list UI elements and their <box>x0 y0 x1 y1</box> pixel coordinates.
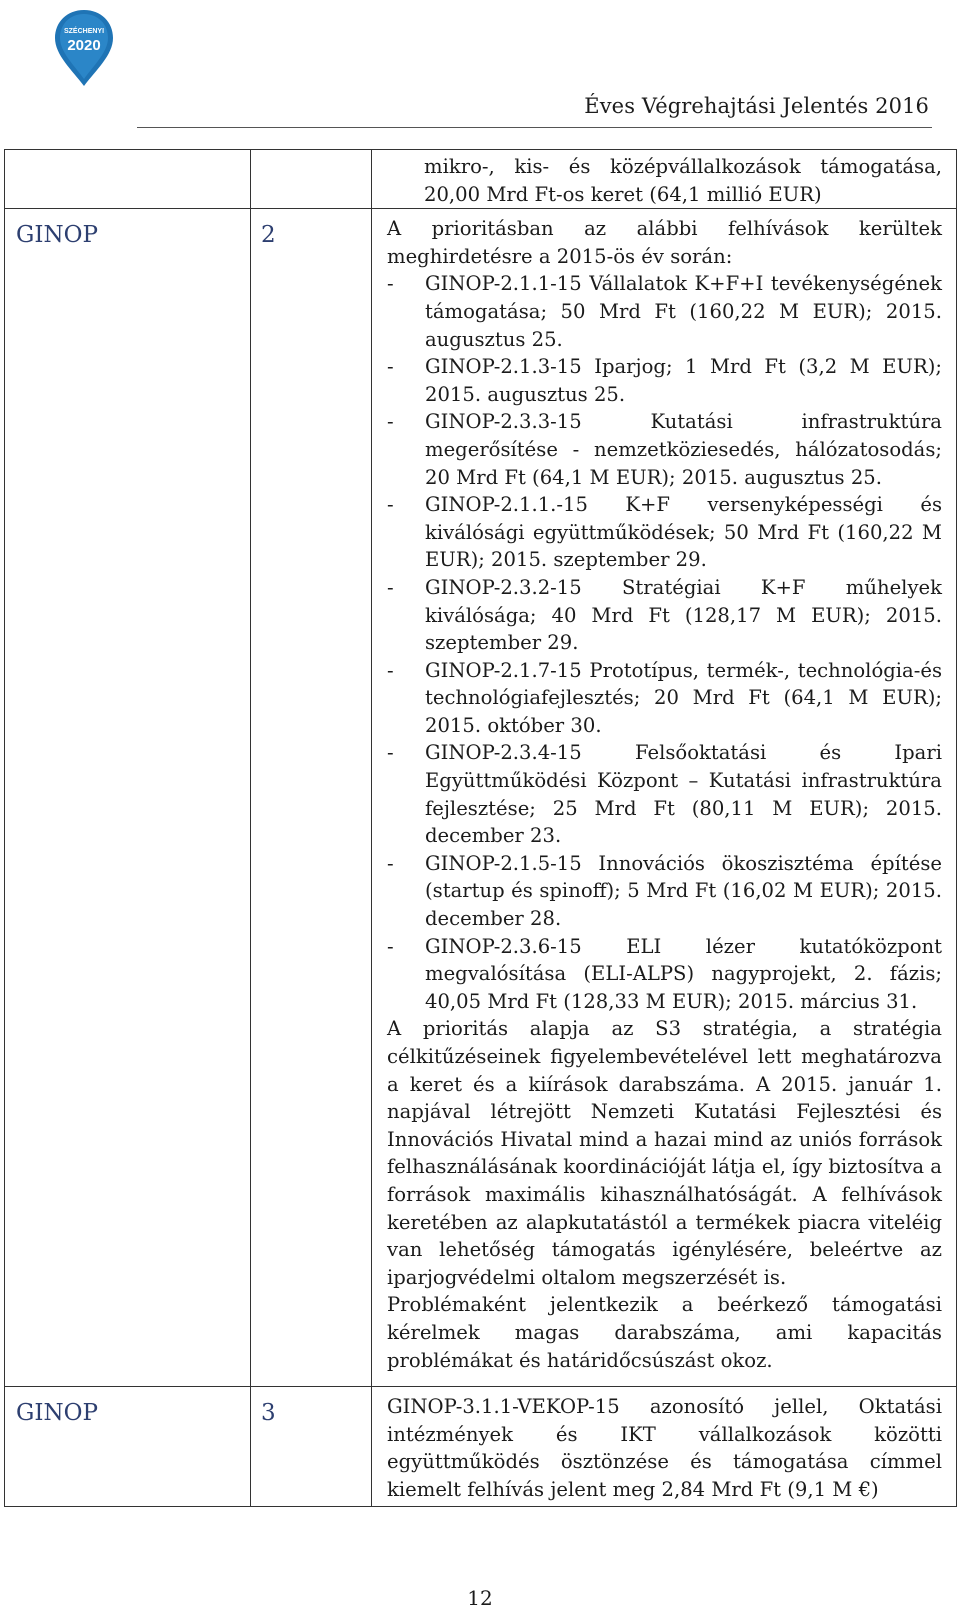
description-cell <box>372 150 957 209</box>
program-label: GINOP <box>16 1400 98 1427</box>
priority-number: 2 <box>261 222 276 249</box>
priority-cell <box>251 150 372 209</box>
row-text: GINOP-3.1.1-VEKOP-15 azonosító jellel, Oktatási intézmények és IKT vállalkozások közötti együttműködés ösztönzése és támogatása címmel kiemelt felhívás jelent meg 2,84 Mrd Ft (9,1 M €) <box>387 1395 942 1501</box>
priority-table <box>4 149 957 1507</box>
priority-number: 3 <box>261 1400 276 1427</box>
logo-text-top: SZÉCHENYI <box>63 28 105 35</box>
szechenyi-2020-logo <box>52 8 116 88</box>
program-cell <box>5 209 251 1387</box>
header-divider <box>137 127 932 128</box>
list-item: - GINOP-2.3.3-15 Kutatási infrastruktúra megerősítése - nemzetköziesedés, hálózatosodás; 20 Mrd Ft (64,1 M EUR); 2015. augusztus 25. <box>387 410 942 489</box>
header-title: Éves Végrehajtási Jelentés 2016 <box>584 94 929 118</box>
program-cell <box>5 150 251 209</box>
table-row <box>5 150 957 209</box>
page-number: 12 <box>467 1586 493 1610</box>
list-item: - GINOP-2.1.1-15 Vállalatok K+F+I tevékenységének támogatása; 50 Mrd Ft (160,22 M EUR); 2015. augusztus 25. <box>387 272 942 351</box>
table-row <box>5 209 957 1387</box>
list-item: - GINOP-2.3.4-15 Felsőoktatási és Ipari Együttműködési Központ – Kutatási infrastruktúra fejlesztése; 25 Mrd Ft (80,11 M EUR); 2015. december 23. <box>387 741 942 848</box>
priority-cell <box>251 1387 372 1506</box>
program-label: GINOP <box>16 222 98 249</box>
row-text: mikro-, kis- és középvállalkozások támogatása, 20,00 Mrd Ft-os keret (64,1 millió EUR) <box>424 155 942 206</box>
row-intro: A prioritásban az alábbi felhívások kerültek meghirdetésre a 2015-ös év során: <box>387 217 942 268</box>
description-cell <box>372 1387 957 1506</box>
row-paragraph: A prioritás alapja az S3 stratégia, a stratégia célkitűzéseinek figyelembevételével lett meghatározva a keret és a kiírások darabszáma. A 2015. január 1. napjával létrejött Nemzeti Kutatási Fejlesztési és Innovációs Hivatal mind a hazai mind az uniós források felhasználásának koordinációját látja el, így biztosítva a források maximális kihasználhatóságát. A felhívások keretében az alapkutatástól a termékek piacra viteléig van lehetőség támogatás igénylésére, beleértve az iparjogvédelmi oltalom megszerzését is. <box>387 1017 942 1289</box>
list-item: - GINOP-2.3.2-15 Stratégiai K+F műhelyek kiválósága; 40 Mrd Ft (128,17 M EUR); 2015. szeptember 29. <box>387 575 942 655</box>
program-cell <box>5 1387 251 1506</box>
description-cell <box>372 209 957 1387</box>
list-item: - GINOP-2.1.5-15 Innovációs ökoszisztéma építése (startup és spinoff); 5 Mrd Ft (16,02 M EUR); 2015. december 28. <box>387 851 942 931</box>
table-row <box>5 1387 957 1506</box>
row-paragraph: Problémaként jelentkezik a beérkező támogatási kérelmek magas darabszáma, ami kapacitás problémákat és határidőcsúszást okoz. <box>387 1293 942 1372</box>
logo-text-main: 2020 <box>67 37 101 54</box>
priority-cell <box>251 209 372 1387</box>
list-item: - GINOP-2.1.3-15 Iparjog; 1 Mrd Ft (3,2 M EUR); 2015. augusztus 25. <box>387 355 942 406</box>
list-item: - GINOP-2.3.6-15 ELI lézer kutatóközpont megvalósítása (ELI-ALPS) nagyprojekt, 2. fázis; 40,05 Mrd Ft (128,33 M EUR); 2015. március 31. <box>387 934 942 1013</box>
list-item: - GINOP-2.1.1.-15 K+F versenyképességi és kiválósági együttműködések; 50 Mrd Ft (160,22 M EUR); 2015. szeptember 29. <box>387 493 942 572</box>
list-item: - GINOP-2.1.7-15 Prototípus, termék-, technológia-és technológiafejlesztés; 20 Mrd Ft (64,1 M EUR); 2015. október 30. <box>387 658 942 737</box>
